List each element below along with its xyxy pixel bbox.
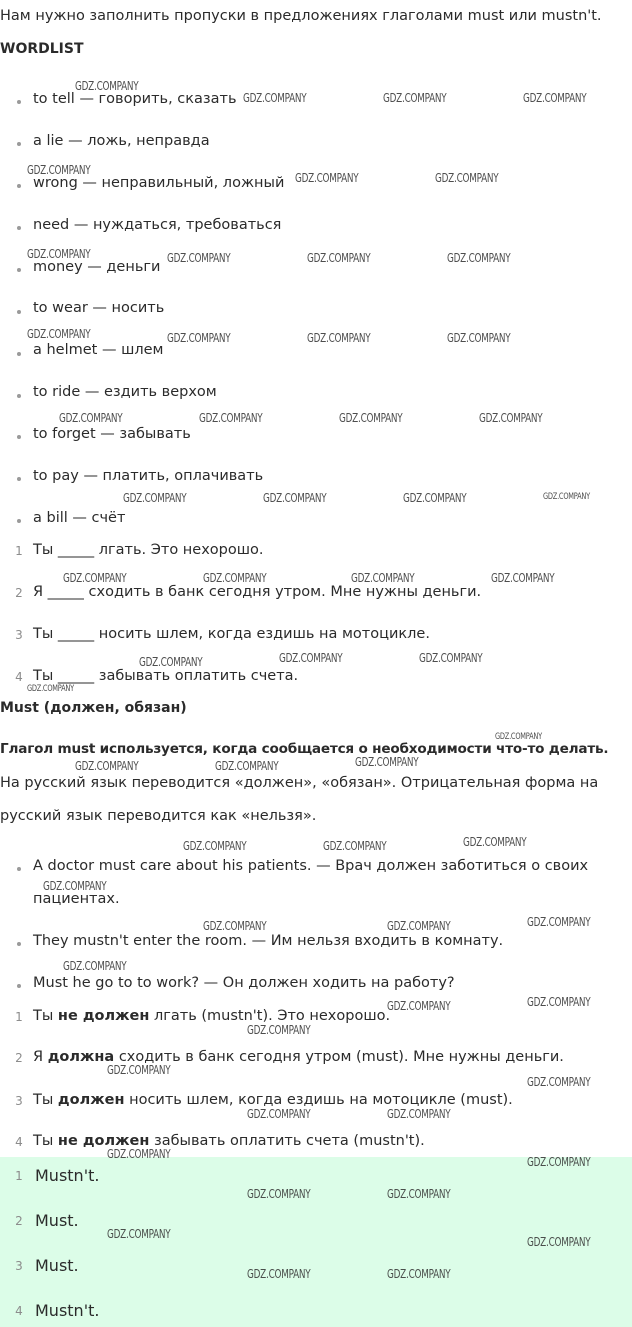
watermark: GDZ.COMPANY (447, 251, 511, 265)
task-text: Я _____ сходить в банк сегодня утром. Мне нужны деньги. (33, 584, 482, 600)
watermark: GDZ.COMPANY (307, 331, 371, 345)
translation-text: Ты не должен лгать (mustn't). Это нехорошо. (33, 1008, 391, 1024)
example-text: пациентах. (33, 891, 120, 907)
watermark: GDZ.COMPANY (247, 1187, 311, 1201)
wordlist-item: money — деньги (33, 259, 161, 275)
watermark: GDZ.COMPANY (403, 491, 467, 505)
translation-text: Ты должен носить шлем, когда ездишь на мотоцикле (must). (33, 1092, 513, 1108)
watermark: GDZ.COMPANY (523, 91, 587, 105)
theory-bold-line: Глагол must используется, когда сообщается о необходимости что-то делать. (0, 741, 609, 757)
translation-number: 1 (15, 1010, 23, 1024)
watermark: GDZ.COMPANY (247, 1267, 311, 1281)
bullet-icon (17, 942, 21, 946)
bullet-icon (17, 310, 21, 314)
answer-number: 2 (15, 1214, 23, 1228)
watermark: GDZ.COMPANY (107, 1227, 171, 1241)
watermark: GDZ.COMPANY (387, 919, 451, 933)
wordlist-item: to pay — платить, оплачивать (33, 468, 264, 484)
intro-text: Нам нужно заполнить пропуски в предложениях глаголами must или mustn't. (0, 8, 602, 24)
bullet-icon (17, 394, 21, 398)
watermark: GDZ.COMPANY (527, 1155, 591, 1169)
bullet-icon (17, 142, 21, 146)
bullet-icon (17, 984, 21, 988)
watermark: GDZ.COMPANY (435, 171, 499, 185)
task-number: 2 (15, 586, 23, 600)
watermark: GDZ.COMPANY (543, 492, 590, 502)
watermark: GDZ.COMPANY (527, 1075, 591, 1089)
watermark: GDZ.COMPANY (495, 732, 542, 742)
translation-text: Я должна сходить в банк сегодня утром (must). Мне нужны деньги. (33, 1049, 564, 1065)
watermark: GDZ.COMPANY (479, 411, 543, 425)
watermark: GDZ.COMPANY (27, 163, 91, 177)
watermark: GDZ.COMPANY (203, 919, 267, 933)
watermark: GDZ.COMPANY (139, 655, 203, 669)
wordlist-item: a bill — счёт (33, 510, 126, 526)
theory-heading: Must (должен, обязан) (0, 700, 187, 716)
answer-text: Must. (35, 1211, 79, 1230)
watermark: GDZ.COMPANY (323, 839, 387, 853)
translation-text: Ты не должен забывать оплатить счета (mustn't). (33, 1133, 425, 1149)
watermark: GDZ.COMPANY (527, 1235, 591, 1249)
task-number: 3 (15, 628, 23, 642)
watermark: GDZ.COMPANY (199, 411, 263, 425)
watermark: GDZ.COMPANY (383, 91, 447, 105)
watermark: GDZ.COMPANY (183, 839, 247, 853)
watermark: GDZ.COMPANY (491, 571, 555, 585)
answer-number: 1 (15, 1169, 23, 1183)
bullet-icon (17, 352, 21, 356)
task-number: 1 (15, 544, 23, 558)
watermark: GDZ.COMPANY (527, 915, 591, 929)
wordlist-item: to wear — носить (33, 300, 165, 316)
watermark: GDZ.COMPANY (243, 91, 307, 105)
translation-number: 4 (15, 1135, 23, 1149)
watermark: GDZ.COMPANY (107, 1147, 171, 1161)
bullet-icon (17, 100, 21, 104)
watermark: GDZ.COMPANY (215, 759, 279, 773)
watermark: GDZ.COMPANY (419, 651, 483, 665)
answer-text: Mustn't. (35, 1166, 100, 1185)
watermark: GDZ.COMPANY (463, 835, 527, 849)
watermark: GDZ.COMPANY (123, 491, 187, 505)
watermark: GDZ.COMPANY (43, 879, 107, 893)
watermark: GDZ.COMPANY (447, 331, 511, 345)
watermark: GDZ.COMPANY (203, 571, 267, 585)
task-text: Ты _____ забывать оплатить счета. (33, 668, 299, 684)
watermark: GDZ.COMPANY (307, 251, 371, 265)
watermark: GDZ.COMPANY (339, 411, 403, 425)
wordlist-item: to ride — ездить верхом (33, 384, 217, 400)
bullet-icon (17, 268, 21, 272)
wordlist-item: to tell — говорить, сказать (33, 91, 237, 107)
bullet-icon (17, 867, 21, 871)
watermark: GDZ.COMPANY (355, 755, 419, 769)
watermark: GDZ.COMPANY (27, 247, 91, 261)
watermark: GDZ.COMPANY (75, 79, 139, 93)
watermark: GDZ.COMPANY (167, 331, 231, 345)
watermark: GDZ.COMPANY (295, 171, 359, 185)
watermark: GDZ.COMPANY (351, 571, 415, 585)
bullet-icon (17, 435, 21, 439)
watermark: GDZ.COMPANY (527, 995, 591, 1009)
watermark: GDZ.COMPANY (59, 411, 123, 425)
bullet-icon (17, 184, 21, 188)
translation-number: 2 (15, 1051, 23, 1065)
watermark: GDZ.COMPANY (247, 1023, 311, 1037)
bullet-icon (17, 477, 21, 481)
watermark: GDZ.COMPANY (263, 491, 327, 505)
task-number: 4 (15, 670, 23, 684)
wordlist-item: a helmet — шлем (33, 342, 164, 358)
theory-line: На русский язык переводится «должен», «обязан». Отрицательная форма на (0, 775, 599, 791)
bullet-icon (17, 226, 21, 230)
task-text: Ты _____ лгать. Это нехорошо. (33, 542, 264, 558)
wordlist-item: wrong — неправильный, ложный (33, 175, 285, 191)
watermark: GDZ.COMPANY (387, 1267, 451, 1281)
wordlist-item: to forget — забывать (33, 426, 191, 442)
watermark: GDZ.COMPANY (279, 651, 343, 665)
example-text: They mustn't enter the room. — Им нельзя входить в комнату. (33, 933, 504, 949)
answer-number: 3 (15, 1259, 23, 1273)
watermark: GDZ.COMPANY (75, 759, 139, 773)
watermark: GDZ.COMPANY (107, 1063, 171, 1077)
answer-number: 4 (15, 1304, 23, 1318)
watermark: GDZ.COMPANY (247, 1107, 311, 1121)
wordlist-item: a lie — ложь, неправда (33, 133, 210, 149)
wordlist-heading: WORDLIST (0, 41, 84, 57)
watermark: GDZ.COMPANY (63, 571, 127, 585)
example-text: A doctor must care about his patients. — Врач должен заботиться о своих (33, 858, 589, 874)
watermark: GDZ.COMPANY (27, 327, 91, 341)
translation-number: 3 (15, 1094, 23, 1108)
watermark: GDZ.COMPANY (27, 684, 74, 694)
example-text: Must he go to to work? — Он должен ходить на работу? (33, 975, 455, 991)
bullet-icon (17, 519, 21, 523)
answer-text: Must. (35, 1256, 79, 1275)
watermark: GDZ.COMPANY (387, 1107, 451, 1121)
theory-line: русский язык переводится как «нельзя». (0, 808, 317, 824)
watermark: GDZ.COMPANY (387, 1187, 451, 1201)
watermark: GDZ.COMPANY (167, 251, 231, 265)
task-text: Ты _____ носить шлем, когда ездишь на мотоцикле. (33, 626, 430, 642)
watermark: GDZ.COMPANY (63, 959, 127, 973)
watermark: GDZ.COMPANY (387, 999, 451, 1013)
answer-text: Mustn't. (35, 1301, 100, 1320)
wordlist-item: need — нуждаться, требоваться (33, 217, 282, 233)
